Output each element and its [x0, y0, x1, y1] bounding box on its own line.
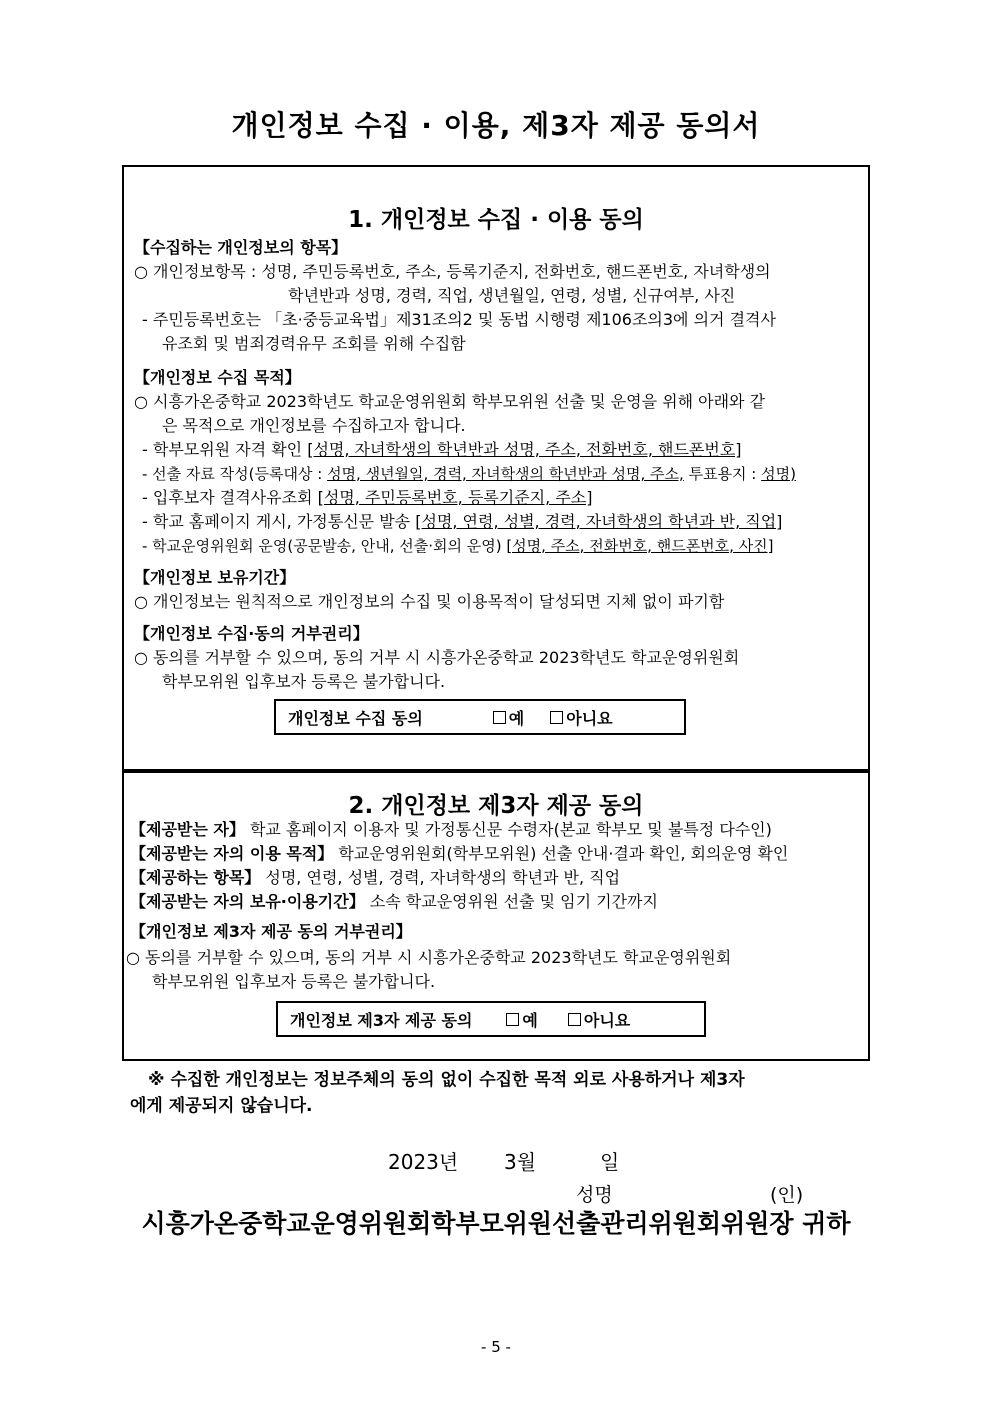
- provided-items-text: 성명, 연령, 성별, 경력, 자녀학생의 학년과 반, 직업: [260, 868, 621, 887]
- period-heading: 【제공받는 자의 보유·이용기간】: [130, 892, 365, 911]
- recipient-heading: 【제공받는 자】: [130, 820, 245, 839]
- checkbox-square-icon: [493, 711, 506, 724]
- purpose-item-label: - 학교운영위원회 운영(공문발송, 안내, 선출·회의 운영): [142, 537, 507, 555]
- yes-label: 예: [522, 1010, 538, 1030]
- purpose-item-fields: [성명, 연령, 성별, 경력, 자녀학생의 학년과 반, 직업]: [415, 512, 783, 531]
- section-third-party-consent: [122, 769, 870, 1061]
- purpose-item-fields: 성명, 생년월일, 경력, 자녀학생의 학년반과 성명, 주소,: [327, 465, 684, 483]
- items-line: 유조회 및 범죄경력유무 조회를 위해 수집함: [162, 334, 466, 353]
- consent-no-checkbox[interactable]: [550, 706, 612, 729]
- provided-items-heading: 【제공하는 항목】: [130, 868, 261, 887]
- signature-seal-label: (인): [770, 1184, 804, 1206]
- purpose-item: [142, 439, 742, 461]
- recipient-text: 학교 홈페이지 이용자 및 가정통신문 수령자(본교 학부모 및 불특정 다수인): [244, 820, 772, 839]
- consent-label: 개인정보 제3자 제공 동의: [290, 1010, 473, 1030]
- retention-heading: 【개인정보 보유기간】: [134, 568, 296, 587]
- purpose-item: [142, 535, 774, 557]
- addressee: 시흥가온중학교운영위원회학부모위원선출관리위원회위원장 귀하: [141, 1209, 851, 1238]
- section1-title: 1. 개인정보 수집 · 이용 동의: [348, 207, 644, 233]
- purpose-item-fields: 성명): [761, 465, 796, 483]
- collection-consent-box: [274, 699, 686, 735]
- purpose-line: 은 목적으로 개인정보를 수집하고자 합니다.: [162, 416, 466, 435]
- items-line: ○ 개인정보항목 : 성명, 주민등록번호, 주소, 등록기준지, 전화번호, 핸드폰번호, 자녀학생의: [134, 262, 771, 281]
- purpose-item: [142, 487, 592, 509]
- consent-yes-checkbox[interactable]: [506, 1008, 537, 1031]
- consent-no-checkbox[interactable]: [568, 1008, 630, 1031]
- use-line: [130, 843, 788, 865]
- purpose-item-fields: [성명, 주민등록번호, 등록기준지, 주소]: [317, 488, 593, 507]
- purpose-line: ○ 시흥가온중학교 2023학년도 학교운영위원회 학부모위원 선출 및 운영을 위해 아래와 같: [134, 392, 766, 411]
- notice-line: ※ 수집한 개인정보는 정보주체의 동의 없이 수집한 목적 외로 사용하거나 제3자: [148, 1070, 745, 1090]
- checkbox-square-icon: [506, 1013, 519, 1026]
- items-line: - 주민등록번호는 「초·중등교육법」제31조의2 및 동법 시행령 제106조의3에 의거 결격사: [142, 310, 776, 329]
- refusal-heading: 【개인정보 제3자 제공 동의 거부권리】: [130, 922, 412, 941]
- purpose-item-label: - 학부모위원 자격 확인: [142, 440, 308, 459]
- notice-line: 에게 제공되지 않습니다.: [130, 1096, 313, 1116]
- use-heading: 【제공받는 자의 이용 목적】: [130, 844, 334, 863]
- date-year: 2023년: [388, 1150, 459, 1174]
- purpose-item-label: - 입후보자 결격사유조회: [142, 488, 318, 507]
- purpose-item-fields: [성명, 자녀학생의 학년반과 성명, 주소, 전화번호, 핸드폰번호]: [307, 440, 742, 459]
- use-text: 학교운영위원회(학부모위원) 선출 안내·결과 확인, 회의운영 확인: [333, 844, 789, 863]
- purpose-item: [142, 511, 782, 533]
- items-line: 학년반과 성명, 경력, 직업, 생년월일, 연령, 성별, 신규여부, 사진: [288, 286, 736, 305]
- recipient-line: [130, 819, 772, 841]
- date-day: 일: [600, 1150, 620, 1174]
- purpose-item-label: - 학교 홈페이지 게시, 가정통신문 발송: [142, 512, 416, 531]
- refusal-line: ○ 동의를 거부할 수 있으며, 동의 거부 시 시흥가온중학교 2023학년도 학교운영위원회: [126, 948, 732, 967]
- section2-title: 2. 개인정보 제3자 제공 동의: [348, 793, 644, 819]
- items-line: [130, 867, 620, 889]
- items-heading: 【수집하는 개인정보의 항목】: [134, 238, 348, 257]
- retention-line: ○ 개인정보는 원칙적으로 개인정보의 수집 및 이용목적이 달성되면 지체 없이 파기함: [134, 592, 725, 611]
- consent-label: 개인정보 수집 동의: [288, 708, 423, 728]
- document-title: 개인정보 수집 · 이용, 제3자 제공 동의서: [231, 109, 761, 142]
- no-label: 아니요: [566, 708, 613, 728]
- page-number: - 5 -: [481, 1338, 511, 1356]
- section-collection-consent: [122, 165, 870, 773]
- refusal-line: 학부모위원 입후보자 등록은 불가합니다.: [152, 972, 436, 991]
- consent-yes-checkbox[interactable]: [493, 706, 524, 729]
- purpose-item-fields: [성명, 주소, 전화번호, 핸드폰번호, 사진]: [506, 537, 774, 555]
- checkbox-square-icon: [568, 1013, 581, 1026]
- refusal-heading: 【개인정보 수집·동의 거부권리】: [134, 624, 369, 643]
- third-party-consent-box: [276, 1001, 706, 1037]
- yes-label: 예: [508, 708, 525, 728]
- signature-name-label: 성명: [576, 1184, 613, 1206]
- refusal-line: 학부모위원 입후보자 등록은 불가합니다.: [162, 672, 446, 691]
- purpose-item-label: - 선출 자료 작성(등록대상 :: [142, 465, 328, 483]
- purpose-heading: 【개인정보 수집 목적】: [134, 368, 301, 387]
- checkbox-square-icon: [550, 711, 563, 724]
- date-month: 3월: [504, 1150, 537, 1174]
- purpose-item-label: 투표용지 :: [683, 465, 762, 483]
- refusal-line: ○ 동의를 거부할 수 있으며, 동의 거부 시 시흥가온중학교 2023학년도 학교운영위원회: [134, 648, 740, 667]
- period-line: [130, 891, 658, 913]
- no-label: 아니요: [583, 1010, 631, 1030]
- purpose-item: [142, 463, 796, 485]
- period-text: 소속 학교운영위원 선출 및 임기 기간까지: [364, 892, 658, 911]
